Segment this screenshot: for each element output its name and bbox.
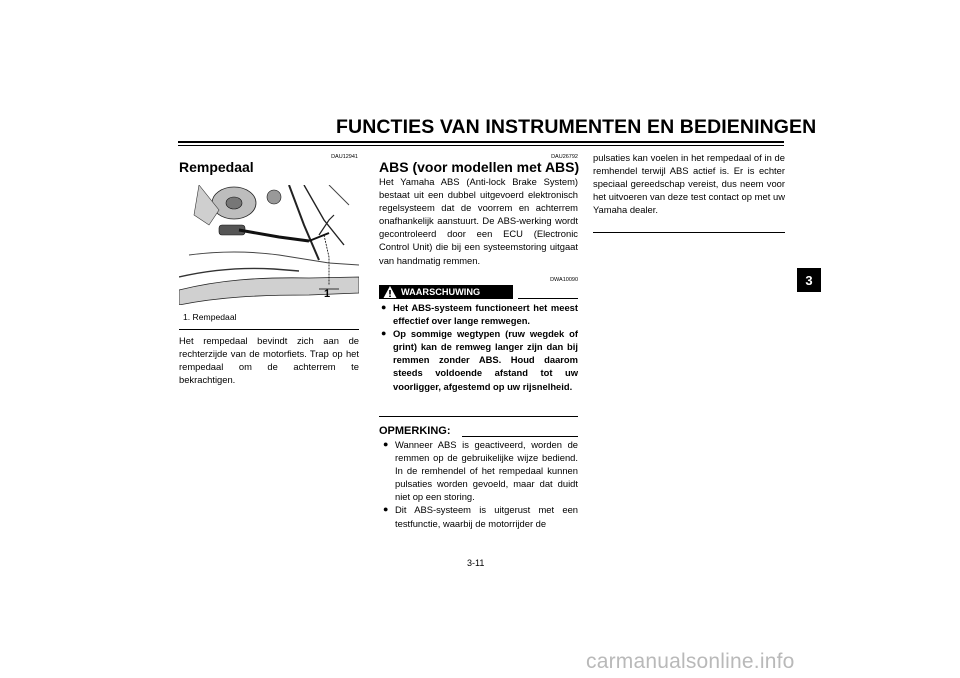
bullet-icon: ● xyxy=(383,439,389,449)
rempedaal-body: Het rempedaal bevindt zich aan de rechterzijde van de motorfiets. Trap op het rempedaal om de achterrem te bekrachtigen. xyxy=(179,335,359,386)
warning-label: WAARSCHUWING xyxy=(401,287,481,297)
brake-pedal-photo xyxy=(179,185,359,305)
bullet-icon: ● xyxy=(381,328,387,339)
section-end-rule xyxy=(593,232,785,233)
note-label: OPMERKING: xyxy=(379,425,451,437)
bullet-icon: ● xyxy=(381,302,387,312)
note-list xyxy=(383,438,578,530)
section-code: DAU12941 xyxy=(331,154,358,160)
warning-item: ● Op sommige wegtypen (ruw wegdek of grint) kan de remweg langer zijn dan bij remmen zonder ABS. Houd daarom steeds voldoende afstand tot uw voorligger, afgestemd op uw rijsnelheid. xyxy=(381,328,578,392)
header-rule-thin xyxy=(178,145,784,146)
warning-list xyxy=(381,301,578,393)
photo-caption: 1. Rempedaal xyxy=(183,312,237,322)
caption-rule xyxy=(179,329,359,330)
abs-body: Het Yamaha ABS (Anti-lock Brake System) bestaat uit een dubbel uitgevoerd elektronisch regelsysteem dat de voorrem en achterrem onafhankelijk aanstuurt. De ABS-werking wordt gecontroleerd door een ECU (Electronic Control Unit) die bij een systeemstoring uitgaat van handmatig remmen. xyxy=(379,176,578,266)
note-item: ● Wanneer ABS is geactiveerd, worden de remmen op de gebruikelijke wijze bediend. In de remhendel of het rempedaal kunnen pulsaties worden gevoeld, maar dat duidt niet op een storing. xyxy=(383,439,578,503)
section-heading-abs: ABS (voor modellen met ABS) xyxy=(379,159,580,175)
watermark: carmanualsonline.info xyxy=(586,650,795,673)
page-title: FUNCTIES VAN INSTRUMENTEN EN BEDIENINGEN xyxy=(336,116,817,138)
warning-rule xyxy=(518,298,578,299)
chapter-tab: 3 xyxy=(797,268,821,292)
warning-triangle-icon xyxy=(383,285,397,299)
warning-code: DWA10090 xyxy=(550,277,578,283)
note-item: ● Dit ABS-systeem is uitgerust met een testfunctie, waarbij de motorrijder de xyxy=(383,504,578,529)
page-number: 3-11 xyxy=(467,558,485,568)
brake-pedal-illustration xyxy=(179,185,359,305)
header-rule xyxy=(178,141,784,143)
note-rule xyxy=(462,436,578,437)
warning-end-rule xyxy=(379,416,578,417)
warning-item: ● Het ABS-systeem functioneert het meest effectief over lange remwegen. xyxy=(381,302,578,327)
photo-callout-number: 1 xyxy=(324,288,331,300)
warning-badge xyxy=(379,285,513,299)
section-heading-rempedaal: Rempedaal xyxy=(179,159,254,175)
abs-body-continued: pulsaties kan voelen in het rempedaal of in de remhendel terwijl ABS actief is. Er is echter speciaal gereedschap vereist, dus neem voor het uitvoeren van deze test contact op met uw Yamaha dealer. xyxy=(593,152,785,216)
bullet-icon: ● xyxy=(383,504,389,515)
section-code: DAU26792 xyxy=(551,154,578,160)
